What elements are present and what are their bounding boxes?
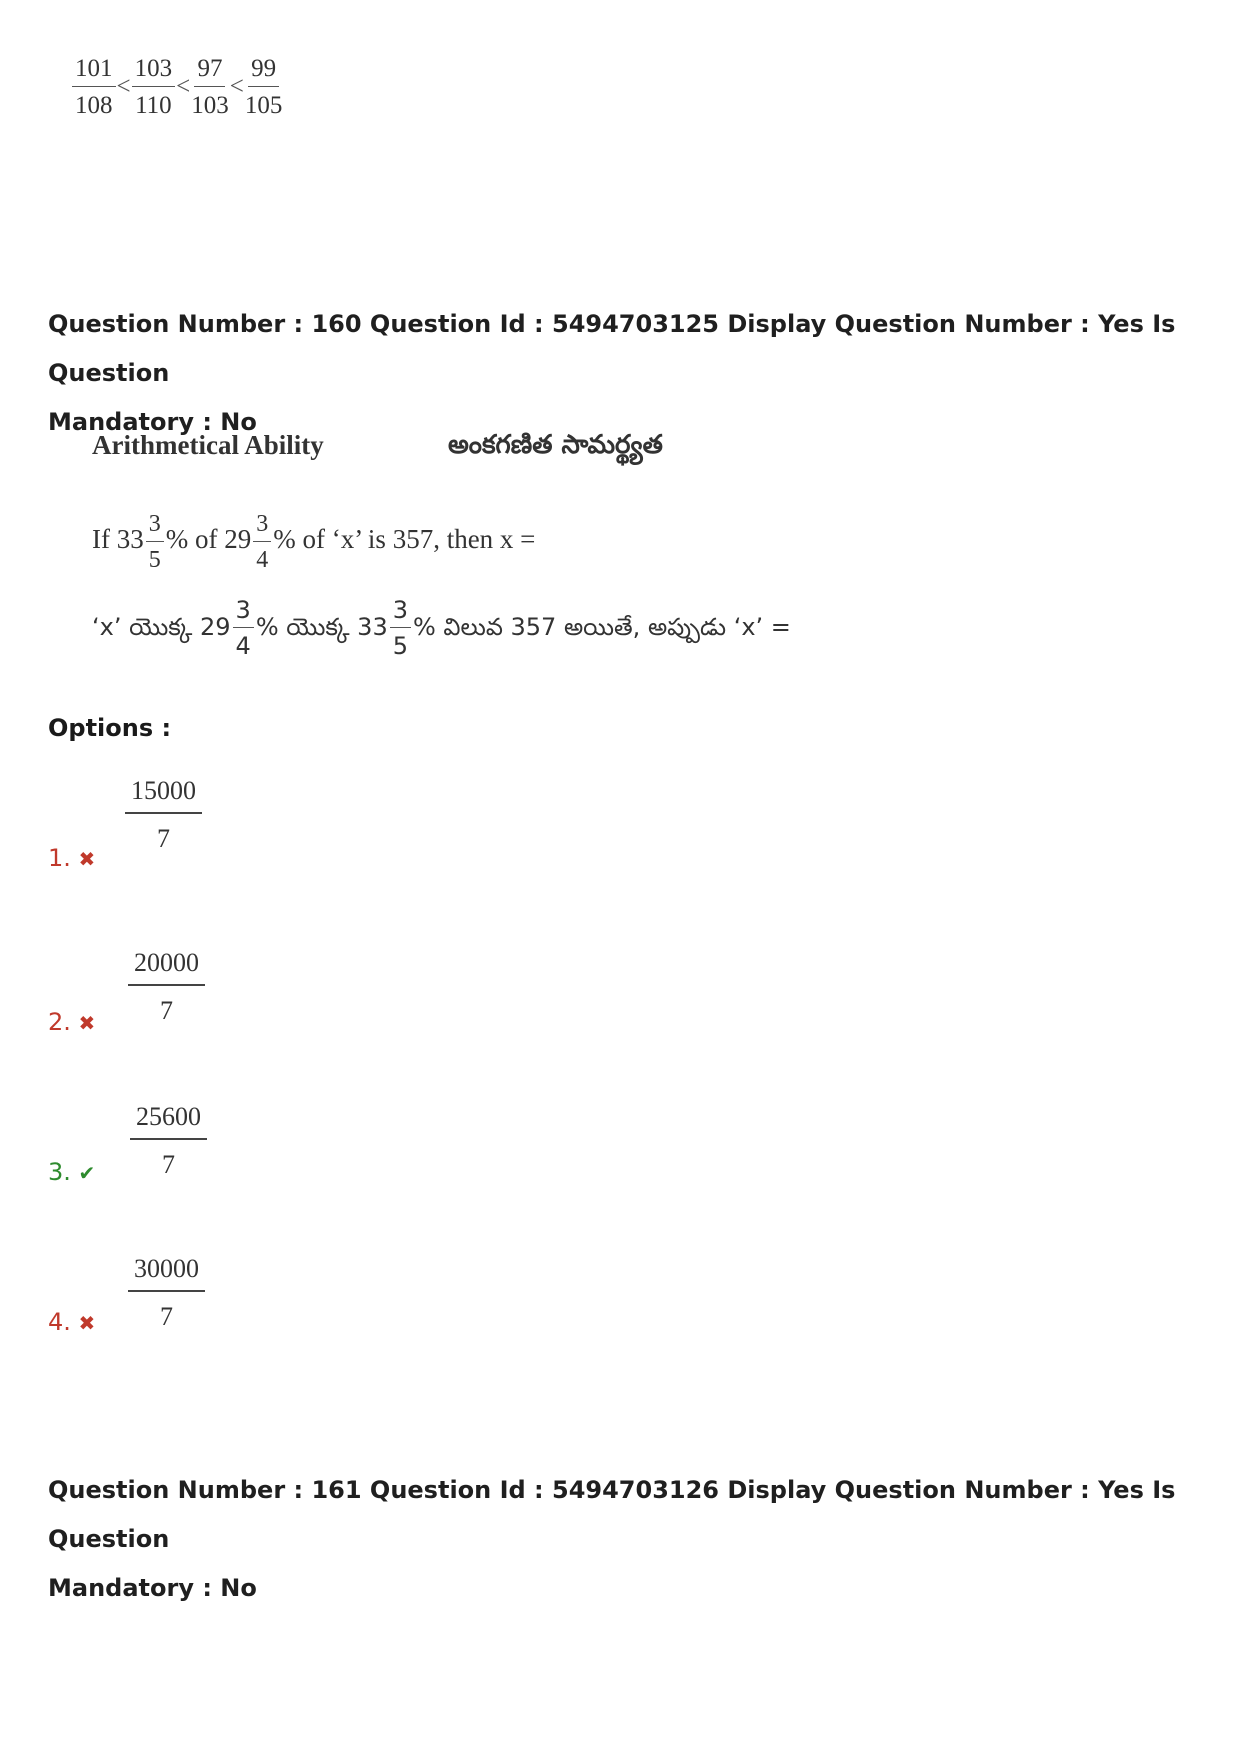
fraction: $\frac{97}{103}$ bbox=[191, 55, 229, 119]
option-4-label: 4. ✖ bbox=[48, 1308, 96, 1336]
question-160-header bbox=[48, 300, 1208, 447]
question-header-line: Mandatory : No bbox=[48, 408, 257, 436]
question-161-header bbox=[48, 1466, 1208, 1613]
options-label: Options : bbox=[48, 714, 172, 742]
option-2-label: 2. ✖ bbox=[48, 1008, 96, 1036]
question-text-telugu: ‘x’ యొక్క 29 $\frac{3}{4}$ % యొక్క 33 $\frac{3}{5}$ % విలువ 357 అయితే, అప్పుడు ‘x’ = bbox=[92, 596, 791, 660]
fraction: $\frac{101}{108}$ bbox=[72, 56, 116, 118]
question-header-line: Question Number : 160 Question Id : 5494703125 Display Question Number : Yes Is Question bbox=[48, 310, 1176, 387]
option-1-label: 1. ✖ bbox=[48, 844, 96, 872]
question-header-line: Question Number : 161 Question Id : 5494703126 Display Question Number : Yes Is Question bbox=[48, 1476, 1176, 1553]
option-4-value: $\frac{30000}{7}$ bbox=[128, 1256, 205, 1330]
fraction: $\frac{99}{105}$ bbox=[244, 55, 283, 119]
less-than-sign: < bbox=[229, 73, 244, 100]
fraction: $\frac{3}{4}$ bbox=[253, 512, 271, 572]
question-text-english: If 33 $\frac{3}{5}$ % of 29 $\frac{3}{4}$ % of ‘x’ is 357, then x = bbox=[92, 511, 536, 573]
fraction: $\frac{3}{4}$ bbox=[233, 598, 254, 658]
cross-icon: ✖ bbox=[78, 847, 96, 871]
option-3-label: 3. ✔ bbox=[48, 1158, 96, 1186]
option-1-value: $\frac{15000}{7}$ bbox=[125, 778, 202, 852]
question-header-line: Mandatory : No bbox=[48, 1574, 257, 1602]
option-3-value: $\frac{25600}{7}$ bbox=[130, 1104, 207, 1178]
checkmark-icon: ✔ bbox=[78, 1161, 96, 1185]
fraction: $\frac{3}{5}$ bbox=[146, 512, 164, 572]
fraction-inequality bbox=[72, 56, 282, 118]
section-title-telugu: అంకగణిత సామర్థ్యత bbox=[448, 430, 663, 460]
section-title-english: Arithmetical Ability bbox=[92, 430, 324, 460]
fraction: $\frac{103}{110}$ bbox=[132, 56, 176, 118]
less-than-sign: < bbox=[176, 73, 191, 100]
cross-icon: ✖ bbox=[78, 1011, 96, 1035]
less-than-sign: < bbox=[116, 73, 131, 100]
fraction: $\frac{3}{5}$ bbox=[390, 598, 411, 658]
cross-icon: ✖ bbox=[78, 1311, 96, 1335]
option-2-value: $\frac{20000}{7}$ bbox=[128, 950, 205, 1024]
